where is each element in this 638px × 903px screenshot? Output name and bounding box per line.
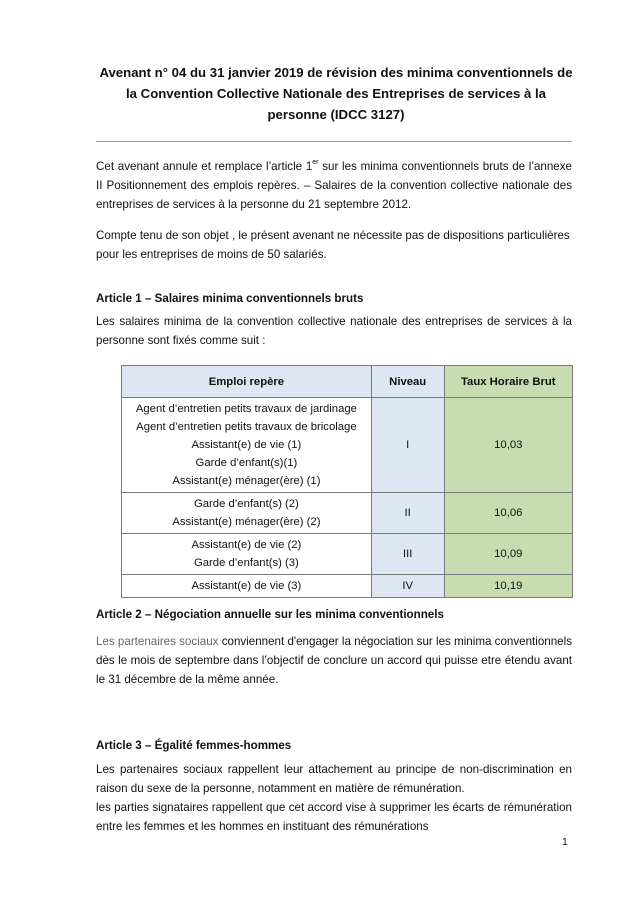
table-header-row (122, 366, 573, 398)
emploi-item: Assistant(e) ménager(ère) (1) (172, 475, 321, 487)
table-row (122, 575, 573, 598)
table-row (122, 493, 573, 534)
emploi-item: Assistant(e) de vie (1) (191, 439, 302, 451)
emploi-item: Assistant(e) de vie (2) (191, 539, 302, 551)
salary-table (121, 365, 573, 598)
header-taux: Taux Horaire Brut (444, 366, 572, 398)
header-emploi: Emploi repère (122, 366, 372, 398)
header-niveau: Niveau (371, 366, 444, 398)
page-number: 1 (562, 836, 568, 848)
table-row (122, 398, 573, 493)
document-title: Avenant n° 04 du 31 janvier 2019 de révision des minima conventionnels de la Convention Collective Nationale des Entreprises de services à la personne (IDCC 3127) (99, 65, 573, 122)
table-row (122, 534, 573, 575)
emploi-item: Garde d’enfant(s)(1) (195, 457, 298, 469)
article-2-text-body: conviennent d'engager la négociation sur les minima conventionnels dès le mois de septembre dans l’objectif de conclure un accord qui puisse etre étendu avant le 31 décembre de la même année. (96, 635, 572, 686)
intro-text-part2: sur les minima conventionnels bruts de l’annexe II Positionnement des emplois repères. – Salaires de la convention collective nationale des entreprises de services à la personne du 21 septembre 2012. (96, 160, 572, 211)
cell-emplois (122, 575, 372, 598)
intro-text-part1: Cet avenant annule et remplace l’article 1 (96, 160, 313, 173)
article-1-text: Les salaires minima de la convention collective nationale des entreprises de services à la personne sont fixés comme suit : (96, 315, 572, 347)
article-2-text (96, 632, 572, 689)
cell-niveau: IV (371, 575, 444, 598)
intro-paragraph-1 (96, 157, 572, 214)
emploi-item: Assistant(e) de vie (3) (191, 580, 302, 592)
intro-paragraph-2: Compte tenu de son objet , le présent avenant ne nécessite pas de dispositions particulières pour les entreprises de moins de 50 salariés. (96, 229, 570, 261)
article-3-heading: Article 3 – Égalité femmes-hommes (96, 739, 292, 752)
cell-niveau: I (371, 398, 444, 493)
emploi-item: Agent d’entretien petits travaux de bricolage (136, 421, 357, 433)
article-3-text-1: Les partenaires sociaux rappellent leur attachement au principe de non-discrimination en raison du sexe de la personne, notamment en matière de rémunération. (96, 763, 572, 795)
article-2-heading: Article 2 – Négociation annuelle sur les minima conventionnels (96, 608, 444, 621)
cell-emplois (122, 398, 372, 493)
article-2-text-gray: Les partenaires sociaux (96, 635, 219, 648)
cell-taux: 10,19 (444, 575, 572, 598)
emploi-item: Agent d’entretien petits travaux de jardinage (135, 403, 357, 415)
article-1-heading: Article 1 – Salaires minima conventionnels bruts (96, 292, 364, 305)
cell-taux: 10,06 (444, 493, 572, 534)
cell-emplois (122, 534, 372, 575)
emploi-item: Garde d’enfant(s) (2) (193, 498, 299, 510)
cell-niveau: III (371, 534, 444, 575)
cell-emplois (122, 493, 372, 534)
cell-niveau: II (371, 493, 444, 534)
cell-taux: 10,03 (444, 398, 572, 493)
article-3-text-2: les parties signataires rappellent que cet accord vise à supprimer les écarts de rémunération entre les femmes et les hommes en instituant des rémunérations (96, 801, 572, 833)
intro-superscript: er (312, 159, 319, 166)
title-divider (96, 141, 572, 142)
cell-taux: 10,09 (444, 534, 572, 575)
emploi-item: Garde d’enfant(s) (3) (193, 557, 299, 569)
emploi-item: Assistant(e) ménager(ère) (2) (172, 516, 321, 528)
